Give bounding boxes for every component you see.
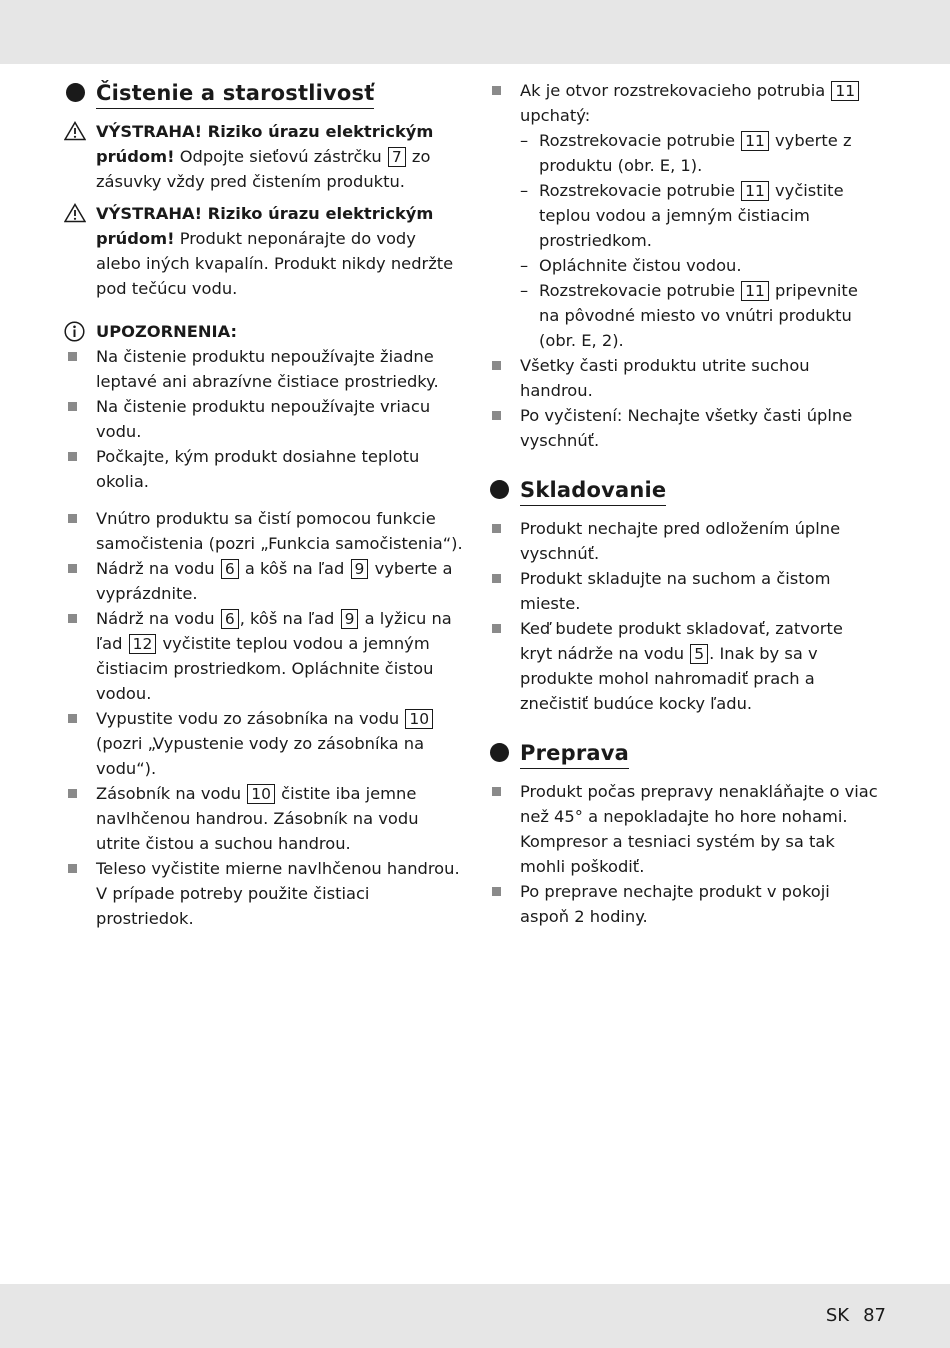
sub-list-item: – Opláchnite čistou vodou. [520, 256, 742, 275]
warning-text: Produkt neponárajte do vody alebo iných kvapalín. Produkt nikdy nedržte pod tečúcu vodu. [96, 229, 454, 298]
page-number: 87 [863, 1305, 886, 1326]
list-item-text: Na čistenie produktu nepoužívajte žiadne leptavé ani abrazívne čistiace prostriedky. [96, 347, 439, 391]
part-ref: 5 [690, 644, 708, 664]
list-item [62, 344, 464, 394]
list-item [62, 394, 464, 444]
square-bullet-icon [492, 411, 501, 420]
list-item-text: Teleso vyčistite mierne navlhčenou handrou. V prípade potreby použite čistiaci prostriedok. [96, 859, 460, 928]
list-item [62, 606, 464, 706]
footer-band [0, 1284, 950, 1348]
list-item-text: Všetky časti produktu utrite suchou handrou. [520, 356, 810, 400]
language-code: SK [825, 1305, 850, 1326]
list-item-text: , kôš na ľad [239, 609, 340, 628]
header-band [0, 0, 950, 64]
bullet-dot-icon [490, 743, 509, 762]
part-ref: 11 [741, 131, 769, 151]
list-item-text: upchatý: [520, 106, 591, 125]
list-item [486, 616, 878, 716]
list-item-text: Nádrž na vodu [96, 609, 220, 628]
part-ref: 11 [831, 81, 859, 101]
list-item [62, 506, 464, 556]
list-item-text: vyberte z produktu (obr. E, 1). [539, 131, 852, 175]
list-item [486, 78, 878, 353]
warning-text: Odpojte sieťovú zástrčku [174, 147, 387, 166]
list-item-text: Opláchnite čistou vodou. [539, 256, 742, 275]
list-item [62, 781, 464, 856]
list-item [62, 706, 464, 781]
sub-list-item: – Rozstrekovacie potrubie 11 vyčistite teplou vodou a jemným čistiacim prostriedkom. [520, 181, 844, 250]
bullet-dot-icon [66, 83, 85, 102]
warning-title: VÝSTRAHA! Riziko úrazu elektrickým prúdom! [96, 204, 434, 248]
list-item-text: Produkt počas prepravy nenakláňajte o viac než 45° a nepokladajte ho hore nohami. Kompresor a tesniaci systém by sa tak mohli poškodiť. [520, 782, 878, 876]
cleaning-steps-list [62, 506, 464, 931]
bullet-dot-icon [490, 480, 509, 499]
list-item [486, 879, 878, 929]
list-item-text: . Inak by sa v produkte mohol nahromadiť prach a znečistiť budúce kocky ľadu. [520, 644, 818, 713]
list-item-text: vyčistite teplou vodou a jemným čistiacim prostriedkom. [539, 181, 844, 250]
list-item-text: Zásobník na vodu [96, 784, 247, 803]
list-item-text: vyberte a vyprázdnite. [96, 559, 453, 603]
list-item [62, 556, 464, 606]
transport-list [486, 779, 878, 929]
sub-steps-list [520, 128, 878, 353]
square-bullet-icon [492, 361, 501, 370]
square-bullet-icon [68, 452, 77, 461]
part-ref: 6 [221, 609, 239, 629]
square-bullet-icon [68, 352, 77, 361]
part-ref: 10 [247, 784, 275, 804]
part-ref: 12 [129, 634, 157, 654]
part-ref: 9 [351, 559, 369, 579]
square-bullet-icon [492, 574, 501, 583]
cleaning-continued-list [486, 78, 878, 453]
page-footer [826, 1305, 886, 1326]
section-title: Preprava [520, 738, 629, 769]
warning-title: VÝSTRAHA! Riziko úrazu elektrickým prúdom! [96, 122, 434, 166]
section-heading-storage [486, 475, 878, 506]
list-item [62, 444, 464, 494]
square-bullet-icon [492, 624, 501, 633]
list-item [486, 516, 878, 566]
section-heading-cleaning [62, 78, 464, 109]
list-item-text: čistite iba jemne navlhčenou handrou. Zásobník na vodu utrite čistou a suchou handrou. [96, 784, 419, 853]
list-item-text: a kôš na ľad [239, 559, 350, 578]
square-bullet-icon [492, 887, 501, 896]
square-bullet-icon [492, 524, 501, 533]
part-ref: 7 [388, 147, 406, 167]
storage-list [486, 516, 878, 716]
note-heading [62, 319, 464, 344]
list-item-text: Produkt nechajte pred odložením úplne vyschnúť. [520, 519, 841, 563]
list-item [486, 566, 878, 616]
section-title: Čistenie a starostlivosť [96, 78, 374, 109]
list-item-text: vyčistite teplou vodou a jemným čistiacim prostriedkom. Opláchnite čistou vodou. [96, 634, 434, 703]
list-item-text: pripevnite na pôvodné miesto vo vnútri produktu (obr. E, 2). [539, 281, 858, 350]
list-item-text: Ak je otvor rozstrekovacieho potrubia [520, 81, 831, 100]
list-item-text: Produkt skladujte na suchom a čistom mieste. [520, 569, 831, 613]
square-bullet-icon [68, 714, 77, 723]
section-heading-transport [486, 738, 878, 769]
list-item-text: Po vyčistení: Nechajte všetky časti úplne vyschnúť. [520, 406, 853, 450]
warning-triangle-icon [64, 121, 86, 141]
warning-triangle-icon [64, 203, 86, 223]
square-bullet-icon [68, 789, 77, 798]
list-item-text: Vypustite vodu zo zásobníka na vodu [96, 709, 405, 728]
list-item-text: Vnútro produktu sa čistí pomocou funkcie samočistenia (pozri „Funkcia samočistenia“). [96, 509, 463, 553]
left-column [62, 78, 464, 931]
list-item [62, 856, 464, 931]
square-bullet-icon [68, 514, 77, 523]
right-column [486, 78, 878, 929]
part-ref: 10 [405, 709, 433, 729]
part-ref: 6 [221, 559, 239, 579]
list-item [486, 403, 878, 453]
sub-list-item: – Rozstrekovacie potrubie 11 pripevnite na pôvodné miesto vo vnútri produktu (obr. E, 2). [520, 281, 858, 350]
square-bullet-icon [68, 614, 77, 623]
square-bullet-icon [492, 86, 501, 95]
list-item-text: Na čistenie produktu nepoužívajte vriacu vodu. [96, 397, 431, 441]
list-item-text: Keď budete produkt skladovať, zatvorte kryt nádrže na vodu [520, 619, 843, 663]
notes-list [62, 344, 464, 494]
part-ref: 11 [741, 281, 769, 301]
square-bullet-icon [68, 864, 77, 873]
square-bullet-icon [68, 564, 77, 573]
section-title: Skladovanie [520, 475, 666, 506]
list-item [486, 779, 878, 879]
note-heading-text: UPOZORNENIA: [96, 322, 238, 341]
warning-block [62, 201, 464, 301]
list-item-text: Rozstrekovacie potrubie [539, 281, 741, 300]
part-ref: 9 [341, 609, 359, 629]
list-item-text: (pozri „Vypustenie vody zo zásobníka na vodu“). [96, 734, 425, 778]
list-item-text: Po preprave nechajte produkt v pokoji aspoň 2 hodiny. [520, 882, 830, 926]
info-icon [64, 321, 85, 342]
list-item-text: Rozstrekovacie potrubie [539, 131, 741, 150]
list-item-text: a lyžicu na ľad [96, 609, 452, 653]
sub-list-item: – Rozstrekovacie potrubie 11 vyberte z produktu (obr. E, 1). [520, 131, 852, 175]
part-ref: 11 [741, 181, 769, 201]
square-bullet-icon [492, 787, 501, 796]
list-item-text: Rozstrekovacie potrubie [539, 181, 741, 200]
warning-text: zo zásuvky vždy pred čistením produktu. [96, 147, 431, 191]
warning-block [62, 119, 464, 194]
square-bullet-icon [68, 402, 77, 411]
list-item-text: Nádrž na vodu [96, 559, 220, 578]
list-item-text: Počkajte, kým produkt dosiahne teplotu okolia. [96, 447, 420, 491]
list-item [486, 353, 878, 403]
